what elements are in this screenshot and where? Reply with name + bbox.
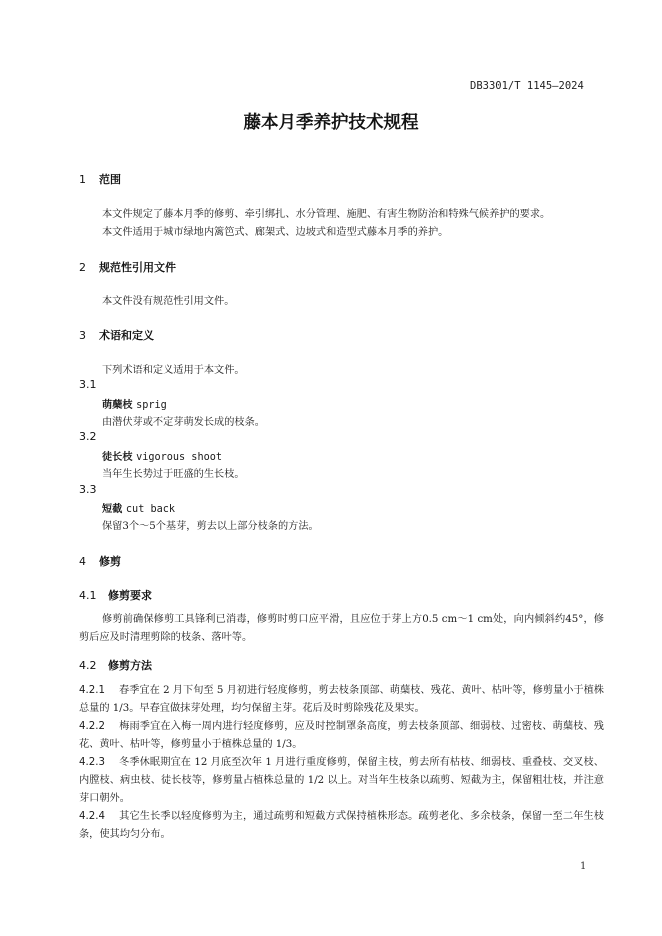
- section-heading-2: [79, 259, 176, 275]
- paragraph: 修剪前确保修剪工具锋利已消毒，修剪时剪口应平滑，且应位于芽上方0.5 cm～1 cm处，向内倾斜约45°，修剪后应及时清理剪除的枝条、落叶等。: [79, 614, 604, 643]
- paragraph: 本文件没有规范性引用文件。: [102, 296, 235, 307]
- clause-text: 梅雨季宜在入梅一周内进行轻度修剪，应及时控制罩条高度，剪去枝条顶部、细弱枝、过密枝、萌蘖枝、残花、黄叶、枯叶等，修剪量小于植株总量的 1/3。: [79, 721, 604, 750]
- clause-number: 4.2.3: [79, 757, 105, 768]
- term-definition: 由潜伏芽或不定芽萌发长成的枝条。: [102, 417, 265, 428]
- clause-item: [79, 754, 604, 808]
- clause-text: 其它生长季以轻度修剪为主，通过疏剪和短截方式保持植株形态。疏剪老化、多余枝条，保留一至二年生枝条，使其均匀分布。: [79, 811, 604, 840]
- section-number: 3: [79, 329, 86, 342]
- clause-number: 4.2.2: [79, 721, 105, 732]
- term-heading: [102, 500, 175, 515]
- term-number: 3.2: [79, 430, 97, 443]
- subsection-title: 修剪要求: [108, 589, 152, 602]
- clause-item: [79, 682, 604, 718]
- subsection-title: 修剪方法: [108, 659, 152, 672]
- section-heading-4: [79, 553, 121, 569]
- paragraph: 本文件规定了藤本月季的修剪、牵引绑扎、水分管理、施肥、有害生物防治和特殊气候养护的要求。: [102, 209, 551, 220]
- term-number: 3.3: [79, 483, 97, 496]
- term-definition: 当年生长势过于旺盛的生长枝。: [102, 469, 245, 480]
- section-title: 范围: [99, 173, 121, 186]
- section-number: 4: [79, 555, 86, 568]
- term-definition: 保留3个～5个基芽，剪去以上部分枝条的方法。: [102, 521, 319, 532]
- term-en: sprig: [136, 400, 167, 411]
- term-heading: [102, 396, 167, 411]
- section-title: 术语和定义: [99, 329, 154, 342]
- subsection-number: 4.2: [79, 659, 97, 672]
- subsection-heading-4-2: [79, 657, 152, 673]
- term-en: vigorous shoot: [136, 452, 222, 463]
- section-number: 1: [79, 173, 86, 186]
- section-heading-1: [79, 171, 121, 187]
- term-zh: 徒长枝: [102, 452, 133, 463]
- subsection-number: 4.1: [79, 589, 97, 602]
- section-title: 修剪: [99, 555, 121, 568]
- section-heading-3: [79, 327, 154, 343]
- clause-item: [79, 718, 604, 754]
- term-zh: 萌蘖枝: [102, 400, 133, 411]
- clause-item: [79, 808, 604, 844]
- section-number: 2: [79, 261, 86, 274]
- term-en: cut back: [125, 504, 175, 515]
- document-number: DB3301/T 1145—2024: [470, 80, 584, 92]
- section-title: 规范性引用文件: [99, 261, 176, 274]
- term-zh: 短截: [102, 504, 123, 515]
- clause-text: 春季宜在 2 月下旬至 5 月初进行轻度修剪，剪去枝条顶部、萌蘖枝、残花、黄叶、枯叶等，修剪量小于植株总量的 1/3。早春宜做抹芽处理，均匀保留主芽。花后及时剪除残花及果实。: [79, 685, 604, 714]
- clause-number: 4.2.1: [79, 685, 105, 696]
- clause-text: 冬季休眠期宜在 12 月底至次年 1 月进行重度修剪，保留主枝，剪去所有枯枝、细弱枝、重叠枝、交叉枝、内膛枝、病虫枝、徒长枝等，修剪量占植株总量的 1/2 以上。对当年生枝条以疏剪、短截为主，保留粗壮枝，并注意芽口朝外。: [79, 757, 604, 804]
- paragraph: 下列术语和定义适用于本文件。: [102, 365, 245, 376]
- term-heading: [102, 448, 222, 463]
- page-number: 1: [580, 861, 587, 872]
- paragraph: 本文件适用于城市绿地内篱笆式、廊架式、边坡式和造型式藤本月季的养护。: [102, 227, 449, 238]
- term-number: 3.1: [79, 378, 97, 391]
- page-title: 藤本月季养护技术规程: [243, 113, 419, 133]
- subsection-heading-4-1: [79, 587, 152, 603]
- clause-number: 4.2.4: [79, 811, 105, 822]
